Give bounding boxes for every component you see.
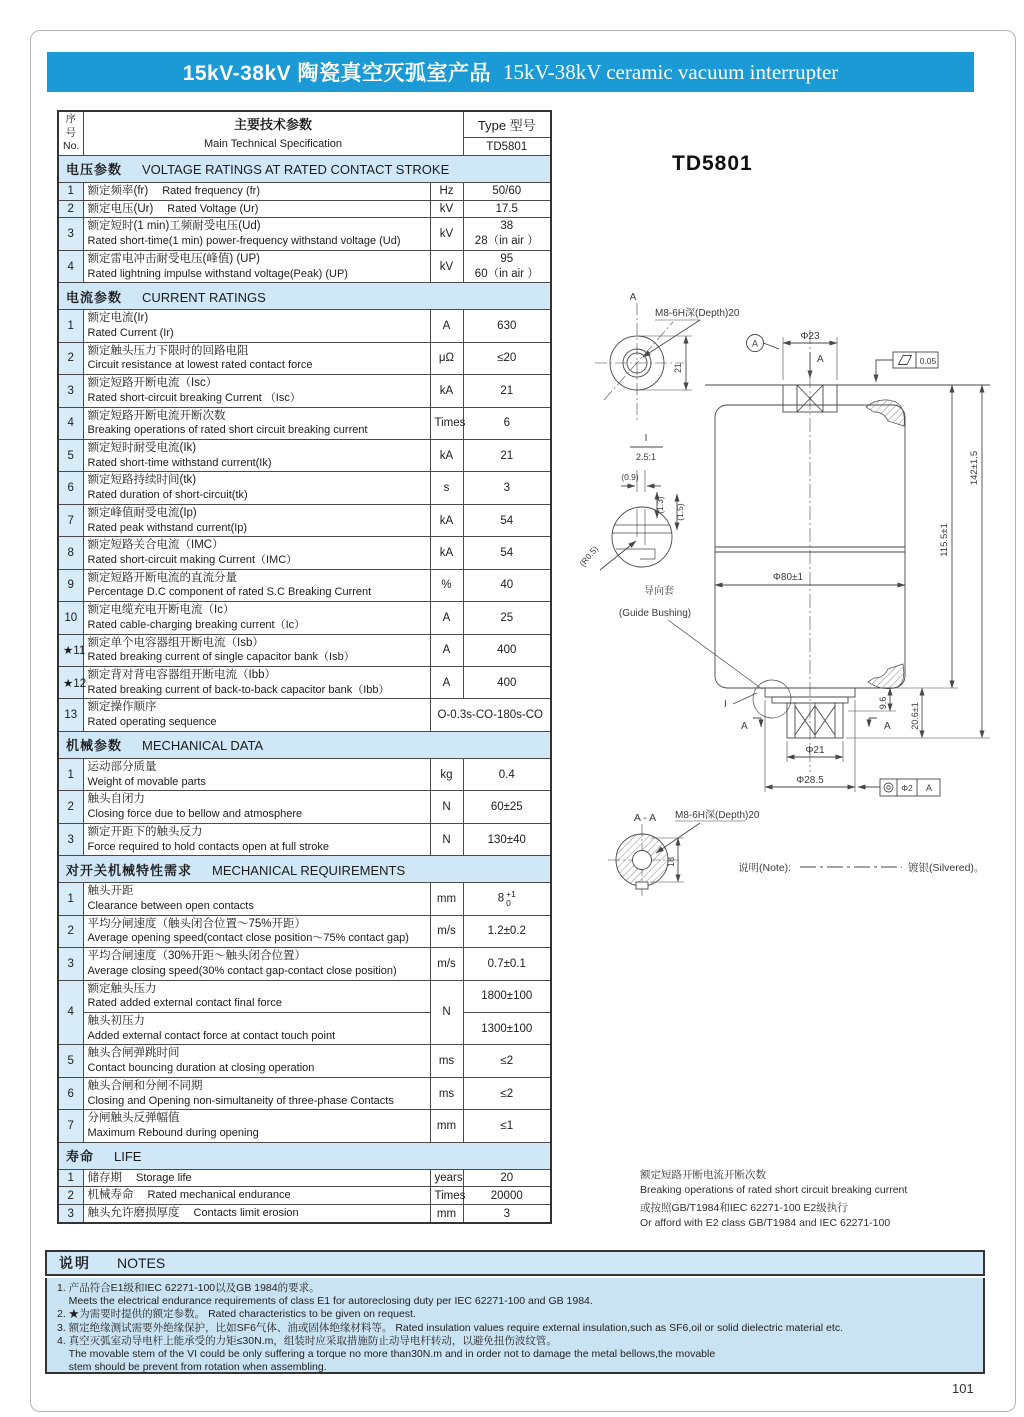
row-value: 20: [463, 1169, 551, 1187]
row-unit: mm: [430, 1205, 463, 1223]
row-unit: kA: [430, 375, 463, 407]
row-number: 2: [58, 342, 83, 374]
row-value: 54: [463, 504, 551, 536]
row-number: 1: [58, 1169, 83, 1187]
row-number: 5: [58, 1045, 83, 1077]
page-number: 101: [952, 1381, 974, 1396]
table-row: [58, 602, 551, 634]
row-unit: %: [430, 569, 463, 601]
table-row: [58, 1012, 551, 1044]
arrow-a-label: A: [817, 354, 824, 365]
header-type-label: Type 型号: [463, 111, 551, 138]
row-value: 95 60（in air ）: [463, 250, 551, 282]
row-number: 2: [58, 915, 83, 947]
row-unit: Times: [430, 407, 463, 439]
table-row: [58, 472, 551, 504]
dia28-5-dim: Φ28.5: [796, 775, 824, 786]
row-unit: kV: [430, 218, 463, 250]
table-row: [58, 342, 551, 374]
row-description: 触头合闸和分闸不同期 Closing and Opening non-simultaneity of three-phase Contacts: [83, 1077, 430, 1109]
row-number: 6: [58, 1077, 83, 1109]
row-description: 额定峰值耐受电流(Ip) Rated peak withstand current(Ip): [83, 504, 430, 536]
table-row: [58, 1169, 551, 1187]
row-description: 平均合闸速度（30%开距～触头闭合位置） Average closing speed(30% contact gap-contact close position): [83, 948, 430, 980]
row-number: 1: [58, 310, 83, 342]
table-row: [58, 948, 551, 980]
row-number: 3: [58, 218, 83, 250]
table-row: [58, 791, 551, 823]
table-row: [58, 250, 551, 282]
end-view: [595, 303, 700, 420]
row-value: ≤2: [463, 1045, 551, 1077]
row-number: 3: [58, 375, 83, 407]
row-description: 额定触头压力 Rated added external contact final force: [83, 980, 430, 1012]
stem-and-bellows: [668, 620, 940, 796]
table-row: [58, 569, 551, 601]
row-unit: A: [430, 310, 463, 342]
row-number: 7: [58, 1110, 83, 1142]
page-banner: [47, 52, 974, 92]
row-unit: ms: [430, 1077, 463, 1109]
dim-0-9: (0.9): [621, 472, 639, 482]
row-number: 10: [58, 602, 83, 634]
row-value: 20000: [463, 1187, 551, 1205]
row-description: 触头开距 Clearance between open contacts: [83, 883, 430, 915]
row-number: 2: [58, 1187, 83, 1205]
row-number: 3: [58, 1205, 83, 1223]
header-spec: 主要技术参数 Main Technical Specification: [83, 111, 463, 155]
table-row: [58, 504, 551, 536]
row-number: 4: [58, 407, 83, 439]
row-value: ≤2: [463, 1077, 551, 1109]
note-line: The movable stem of the VI could be only suffering a torque no more than30N.m and in order not to damage the metal bellows,the movable: [57, 1348, 716, 1361]
row-value: 1.2±0.2: [463, 915, 551, 947]
row-value: 3: [463, 1205, 551, 1223]
row-value: ≤1: [463, 1110, 551, 1142]
table-row: [58, 823, 551, 855]
row-description: 额定电压(Ur) Rated Voltage (Ur): [83, 200, 430, 218]
banner-title-zh: 15kV-38kV 陶瓷真空灭弧室产品: [182, 62, 491, 85]
notes-title-zh: 说明: [59, 1255, 91, 1271]
section-aa-label: A - A: [633, 812, 657, 824]
row-number: 13: [58, 699, 83, 731]
dim-142: 142±1.5: [969, 450, 980, 486]
dim-20-6: 20.6±1: [910, 702, 920, 730]
note-line: Meets the electrical endurance requirements of class E1 for autoreclosing duty per IEC 62271-100 and GB 1984.: [57, 1295, 593, 1308]
banner-title-en: 15kV-38kV ceramic vacuum interrupter: [502, 59, 839, 84]
concentricity-datum: A: [925, 783, 933, 793]
row-number: 2: [58, 791, 83, 823]
row-value: 40: [463, 569, 551, 601]
row-number: 1: [58, 758, 83, 790]
row-number: 2: [58, 200, 83, 218]
table-row: [58, 218, 551, 250]
row-description: 触头合闸弹跳时间 Contact bouncing duration at closing operation: [83, 1045, 430, 1077]
dim-1-5: (1.5): [675, 503, 685, 521]
row-value: 21: [463, 375, 551, 407]
row-description: 触头自闭力 Closing force due to bellow and atmosphere: [83, 791, 430, 823]
row-description: 额定背对背电容器组开断电流（Ibb） Rated breaking current of back-to-back capacitor bank（Ibb）: [83, 667, 430, 699]
row-number: 5: [58, 439, 83, 471]
table-row: [58, 537, 551, 569]
row-value: 130±40: [463, 823, 551, 855]
detail-ref-label: I: [724, 699, 727, 710]
row-unit: m/s: [430, 915, 463, 947]
row-description: 储存期 Storage life: [83, 1169, 430, 1187]
row-description: 额定频率(fr) Rated frequency (fr): [83, 182, 430, 200]
side-note-block: [640, 1168, 907, 1231]
table-row: [58, 1205, 551, 1223]
row-unit: kV: [430, 250, 463, 282]
header-type-value: TD5801: [463, 138, 551, 156]
row-unit: kg: [430, 758, 463, 790]
section-header: 寿命 LIFE: [58, 1142, 551, 1169]
detail-scale: 2.5:1: [635, 452, 657, 462]
row-description: 触头允许磨损厚度 Contacts limit erosion: [83, 1205, 430, 1223]
table-row: [58, 915, 551, 947]
row-description: 额定电流(Ir) Rated Current (Ir): [83, 310, 430, 342]
concentricity-dia: Φ2: [901, 783, 913, 793]
row-description: 额定触头压力下限时的回路电阻 Circuit resistance at lowest rated contact force: [83, 342, 430, 374]
row-number: 6: [58, 472, 83, 504]
table-row: [58, 310, 551, 342]
dia21-view-dim: 21: [673, 362, 683, 374]
row-unit: s: [430, 472, 463, 504]
dim-115-5: 115.5±1: [939, 523, 950, 557]
note-line: 4. 真空灭弧室动导电杆上能承受的力矩≤30N.m，组装时应采取措施防止动导电杆转动，以避免扭伤波纹管。: [57, 1334, 557, 1347]
dia23-dim: Φ23: [800, 331, 820, 342]
side-note-zh2: 或按照GB/T1984和IEC 62271-100 E2级执行: [640, 1202, 848, 1215]
notes-box: [45, 1278, 985, 1374]
row-value: 630: [463, 310, 551, 342]
table-row: [58, 1045, 551, 1077]
row-unit: A: [430, 634, 463, 666]
datum-circle-label: A: [751, 338, 759, 349]
row-unit: mm: [430, 883, 463, 915]
table-row: [58, 883, 551, 915]
row-value: 17.5: [463, 200, 551, 218]
note-line: stem should be prevent from rotation when assembling.: [57, 1361, 327, 1374]
row-unit: kV: [430, 200, 463, 218]
row-description: 额定短路开断电流开断次数 Breaking operations of rated short circuit breaking current: [83, 407, 430, 439]
row-description: 额定短路持续时间(tk) Rated duration of short-circuit(tk): [83, 472, 430, 504]
row-description: 额定单个电容器组开断电流（Isb） Rated breaking current of single capacitor bank（Isb）: [83, 634, 430, 666]
row-value: 1300±100: [463, 1012, 551, 1044]
row-description: 额定短路关合电流（IMC） Rated short-circuit making Current（IMC）: [83, 537, 430, 569]
silvered-note-zh: 说明(Note):: [738, 862, 792, 874]
row-unit: kA: [430, 504, 463, 536]
row-value: 8 +1 0: [463, 883, 551, 915]
row-number: 3: [58, 948, 83, 980]
detail-label: I: [644, 433, 648, 444]
row-unit: N: [430, 791, 463, 823]
side-note-en2: Or afford with E2 class GB/T1984 and IEC 62271-100: [640, 1217, 891, 1230]
row-value: 38 28（in air ）: [463, 218, 551, 250]
dim-1-3: (1.3): [655, 496, 665, 514]
interrupter-body: [715, 330, 905, 772]
table-row: [58, 1077, 551, 1109]
row-value: 400: [463, 634, 551, 666]
row-unit: A: [430, 602, 463, 634]
technical-drawing: [555, 140, 1005, 1200]
guide-bushing-en: (Guide Bushing): [618, 608, 692, 619]
table-row: [58, 439, 551, 471]
row-unit: A: [430, 667, 463, 699]
drawing-geometry: [595, 303, 990, 898]
table-row: [58, 634, 551, 666]
row-number: 9: [58, 569, 83, 601]
table-row: [58, 200, 551, 218]
datum-a-label: A: [629, 292, 637, 303]
row-value: O-0.3s-CO-180s-CO: [430, 699, 551, 731]
row-number: 3: [58, 823, 83, 855]
table-row: [58, 407, 551, 439]
row-value: 0.7±0.1: [463, 948, 551, 980]
row-value: 60±25: [463, 791, 551, 823]
section-header-row: [58, 155, 551, 182]
row-value: 21: [463, 439, 551, 471]
section-header: 电流参数 CURRENT RATINGS: [58, 283, 551, 310]
row-description: 额定开距下的触头反力 Force required to hold contacts open at full stroke: [83, 823, 430, 855]
right-dimensions: [846, 385, 990, 738]
row-number: 4: [58, 980, 83, 1045]
notes-title-bar: [45, 1250, 985, 1276]
table-row: [58, 667, 551, 699]
m8-bottom-label: M8-6H深(Depth)20: [675, 810, 760, 821]
side-note-zh1: 额定短路开断电流开断次数: [640, 1169, 766, 1181]
row-value: 54: [463, 537, 551, 569]
flatness-value: 0.05: [919, 356, 937, 366]
m8-top-label: M8-6H深(Depth)20: [655, 308, 740, 319]
dia80-dim: Φ80±1: [772, 572, 804, 583]
table-row: [58, 182, 551, 200]
row-number: 1: [58, 182, 83, 200]
spec-table: [57, 110, 552, 1224]
note-line: 3. 额定绝缘测试需要外绝缘保护，比如SF6气体、油或固体绝缘材料等。 Rated insulation values require external insulation,such as SF6,oil or solid dielectric material etc.: [57, 1321, 843, 1334]
section-header: 机械参数 MECHANICAL DATA: [58, 731, 551, 758]
dim-18: 18: [666, 856, 676, 868]
row-unit: kA: [430, 537, 463, 569]
row-description: 额定短时耐受电流(Ik) Rated short-time withstand current(Ik): [83, 439, 430, 471]
note-line: 1. 产品符合E1级和IEC 62271-100以及GB 1984的要求。: [57, 1282, 320, 1294]
section-header-row: [58, 856, 551, 883]
guide-bushing-zh: 导向套: [644, 586, 674, 597]
table-row: [58, 1187, 551, 1205]
row-value: 6: [463, 407, 551, 439]
model-title: TD5801: [672, 152, 753, 175]
row-value: 0.4: [463, 758, 551, 790]
row-number: 8: [58, 537, 83, 569]
row-number: 4: [58, 250, 83, 282]
row-unit: N: [430, 980, 463, 1045]
row-number: ★12: [58, 667, 83, 699]
table-row: [58, 1110, 551, 1142]
side-note-en1: Breaking operations of rated short circuit breaking current: [640, 1183, 908, 1196]
row-description: 机械寿命 Rated mechanical endurance: [83, 1187, 430, 1205]
section-a-left: A: [741, 721, 748, 732]
row-description: 触头初压力 Added external contact force at contact touch point: [83, 1012, 430, 1044]
row-value: 3: [463, 472, 551, 504]
section-aa-view: [608, 821, 745, 898]
row-unit: ms: [430, 1045, 463, 1077]
row-value: 1800±100: [463, 980, 551, 1012]
section-header-row: [58, 1142, 551, 1169]
row-description: 额定短路开断电流（Isc） Rated short-circuit breaking Current （Isc）: [83, 375, 430, 407]
dim-r0-5: (R0.5): [577, 543, 601, 569]
section-header: 对开关机械特性需求 MECHANICAL REQUIREMENTS: [58, 856, 551, 883]
dia21-stem-dim: Φ21: [805, 745, 825, 756]
row-number: 1: [58, 883, 83, 915]
section-header-row: [58, 731, 551, 758]
main-view-top: [705, 335, 990, 413]
row-description: 分闸触头反弹幅值 Maximum Rebound during opening: [83, 1110, 430, 1142]
row-unit: mm: [430, 1110, 463, 1142]
note-line: 2. ★为需要时提供的额定参数。 Rated characteristics to be given on request.: [57, 1308, 416, 1321]
silvered-note-en: 镀银(Silvered)。: [908, 862, 985, 874]
section-header: 电压参数 VOLTAGE RATINGS AT RATED CONTACT STROKE: [58, 155, 551, 182]
row-description: 平均分闸速度（触头闭合位置～75%开距） Average opening speed(contact close position～75% contact gap): [83, 915, 430, 947]
row-description: 额定操作顺序 Rated operating sequence: [83, 699, 430, 731]
row-unit: kA: [430, 439, 463, 471]
row-description: 额定短时(1 min)工频耐受电压(Ud) Rated short-time(1 min) power-frequency withstand voltage (Ud): [83, 218, 430, 250]
dim-9-6: 9.6: [878, 696, 888, 710]
row-value: 25: [463, 602, 551, 634]
row-value: 400: [463, 667, 551, 699]
row-value: ≤20: [463, 342, 551, 374]
row-unit: μΩ: [430, 342, 463, 374]
table-row: [58, 699, 551, 731]
row-number: ★11: [58, 634, 83, 666]
table-header-row: [58, 111, 551, 138]
row-value: 50/60: [463, 182, 551, 200]
row-unit: m/s: [430, 948, 463, 980]
detail-view: [600, 447, 677, 570]
row-description: 额定雷电冲击耐受电压(峰值) (UP) Rated lightning impulse withstand voltage(Peak) (UP): [83, 250, 430, 282]
row-description: 额定电缆充电开断电流（Ic） Rated cable-charging breaking current（Ic）: [83, 602, 430, 634]
table-row: [58, 758, 551, 790]
section-a-right: A: [884, 721, 891, 732]
notes-title-en: NOTES: [117, 1255, 166, 1271]
row-unit: Times: [430, 1187, 463, 1205]
section-header-row: [58, 283, 551, 310]
spec-table-body: [58, 111, 551, 1223]
table-row: [58, 375, 551, 407]
row-description: 运动部分质量 Weight of movable parts: [83, 758, 430, 790]
table-row: [58, 980, 551, 1012]
row-unit: years: [430, 1169, 463, 1187]
row-unit: Hz: [430, 182, 463, 200]
header-no: 序号 No.: [58, 111, 83, 155]
row-description: 额定短路开断电流的直流分量 Percentage D.C component of rated S.C Breaking Current: [83, 569, 430, 601]
row-number: 7: [58, 504, 83, 536]
row-unit: N: [430, 823, 463, 855]
